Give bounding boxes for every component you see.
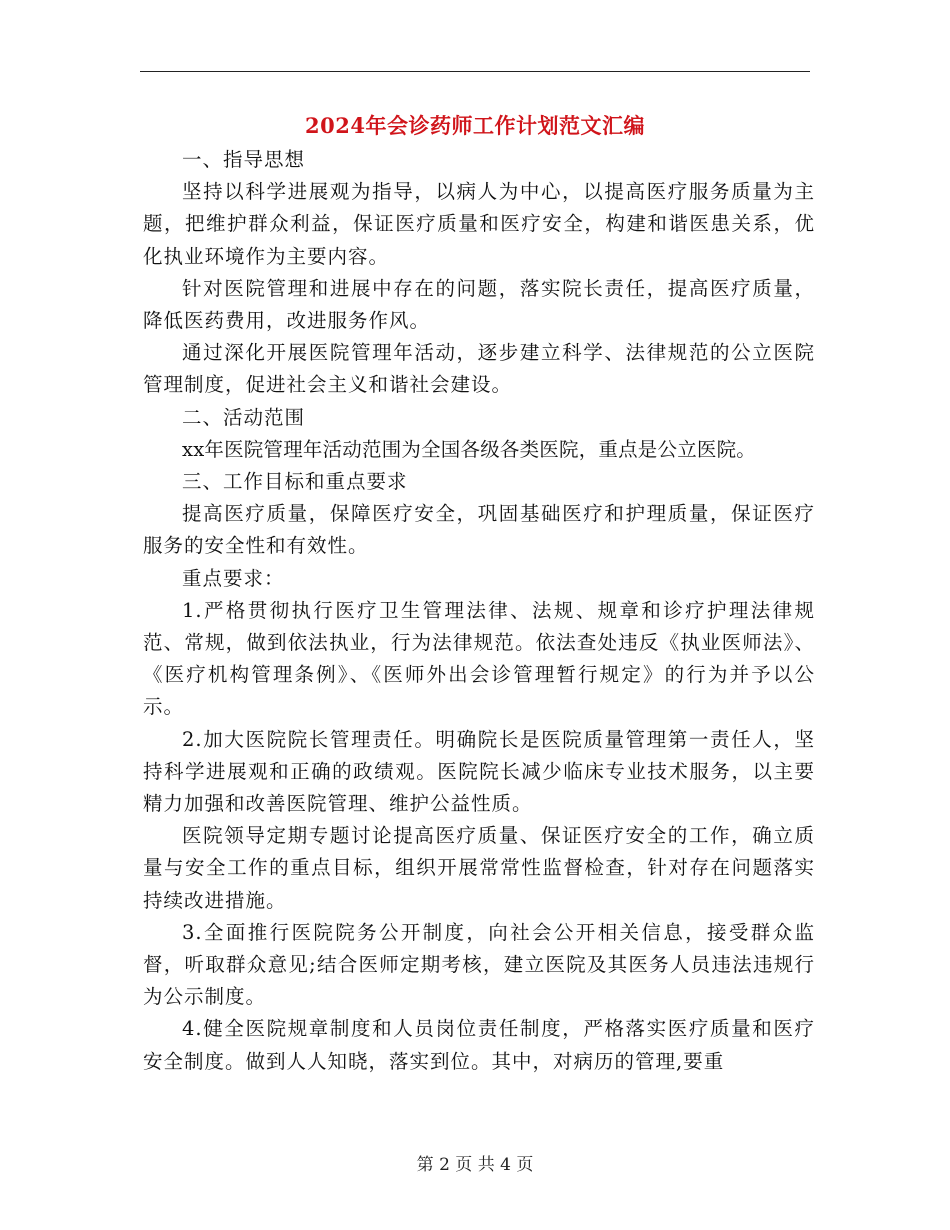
- section-heading-work-goals: 三、工作目标和重点要求: [182, 470, 408, 494]
- paragraph: 2.加大医院院长管理责任。明确院长是医院质量管理第一责任人，坚持科学进展观和正确的政绩观。医院院长减少临床专业技术服务，以主要精力加强和改善医院管理、维护公益性质。: [143, 727, 815, 816]
- paragraph: xx年医院管理年活动范围为全国各级各类医院，重点是公立医院。: [182, 437, 756, 461]
- header-rule: [140, 71, 810, 72]
- document-body: [143, 144, 815, 1078]
- section-heading-guiding-ideology: 一、指导思想: [182, 148, 306, 171]
- paragraph: 提高医疗质量，保障医疗安全，巩固基础医疗和护理质量，保证医疗服务的安全性和有效性。: [143, 502, 815, 558]
- document-title: 2024年会诊药师工作计划范文汇编: [305, 113, 645, 138]
- paragraph: 3.全面推行医院院务公开制度，向社会公开相关信息，接受群众监督，听取群众意见;结合医师定期考核，建立医院及其医务人员违法违规行为公示制度。: [143, 920, 815, 1009]
- paragraph: 坚持以科学进展观为指导，以病人为中心，以提高医疗服务质量为主题，把维护群众利益，保证医疗质量和医疗安全，构建和谐医患关系，优化执业环境作为主要内容。: [143, 180, 815, 268]
- page-number: 第 2 页 共 4 页: [416, 1155, 534, 1175]
- paragraph: 针对医院管理和进展中存在的问题，落实院长责任，提高医疗质量，降低医药费用，改进服务作风。: [143, 276, 815, 333]
- paragraph: 4.健全医院规章制度和人员岗位责任制度，严格落实医疗质量和医疗安全制度。做到人人知晓，落实到位。其中，对病历的管理,要重: [143, 1017, 815, 1073]
- paragraph: 1.严格贯彻执行医疗卫生管理法律、法规、规章和诊疗护理法律规范、常规，做到依法执业，行为法律规范。依法查处违反《执业医师法》、《医疗机构管理条例》、《医师外出会诊管理暂行规定》的行为并予以公示。: [143, 598, 815, 719]
- paragraph: 医院领导定期专题讨论提高医疗质量、保证医疗安全的工作，确立质量与安全工作的重点目标，组织开展常常性监督检查，针对存在问题落实持续改进措施。: [143, 824, 815, 912]
- paragraph: 重点要求：: [182, 566, 285, 590]
- section-heading-activity-scope: 二、活动范围: [182, 405, 306, 429]
- paragraph: 通过深化开展医院管理年活动，逐步建立科学、法律规范的公立医院管理制度，促进社会主义和谐社会建设。: [143, 341, 815, 397]
